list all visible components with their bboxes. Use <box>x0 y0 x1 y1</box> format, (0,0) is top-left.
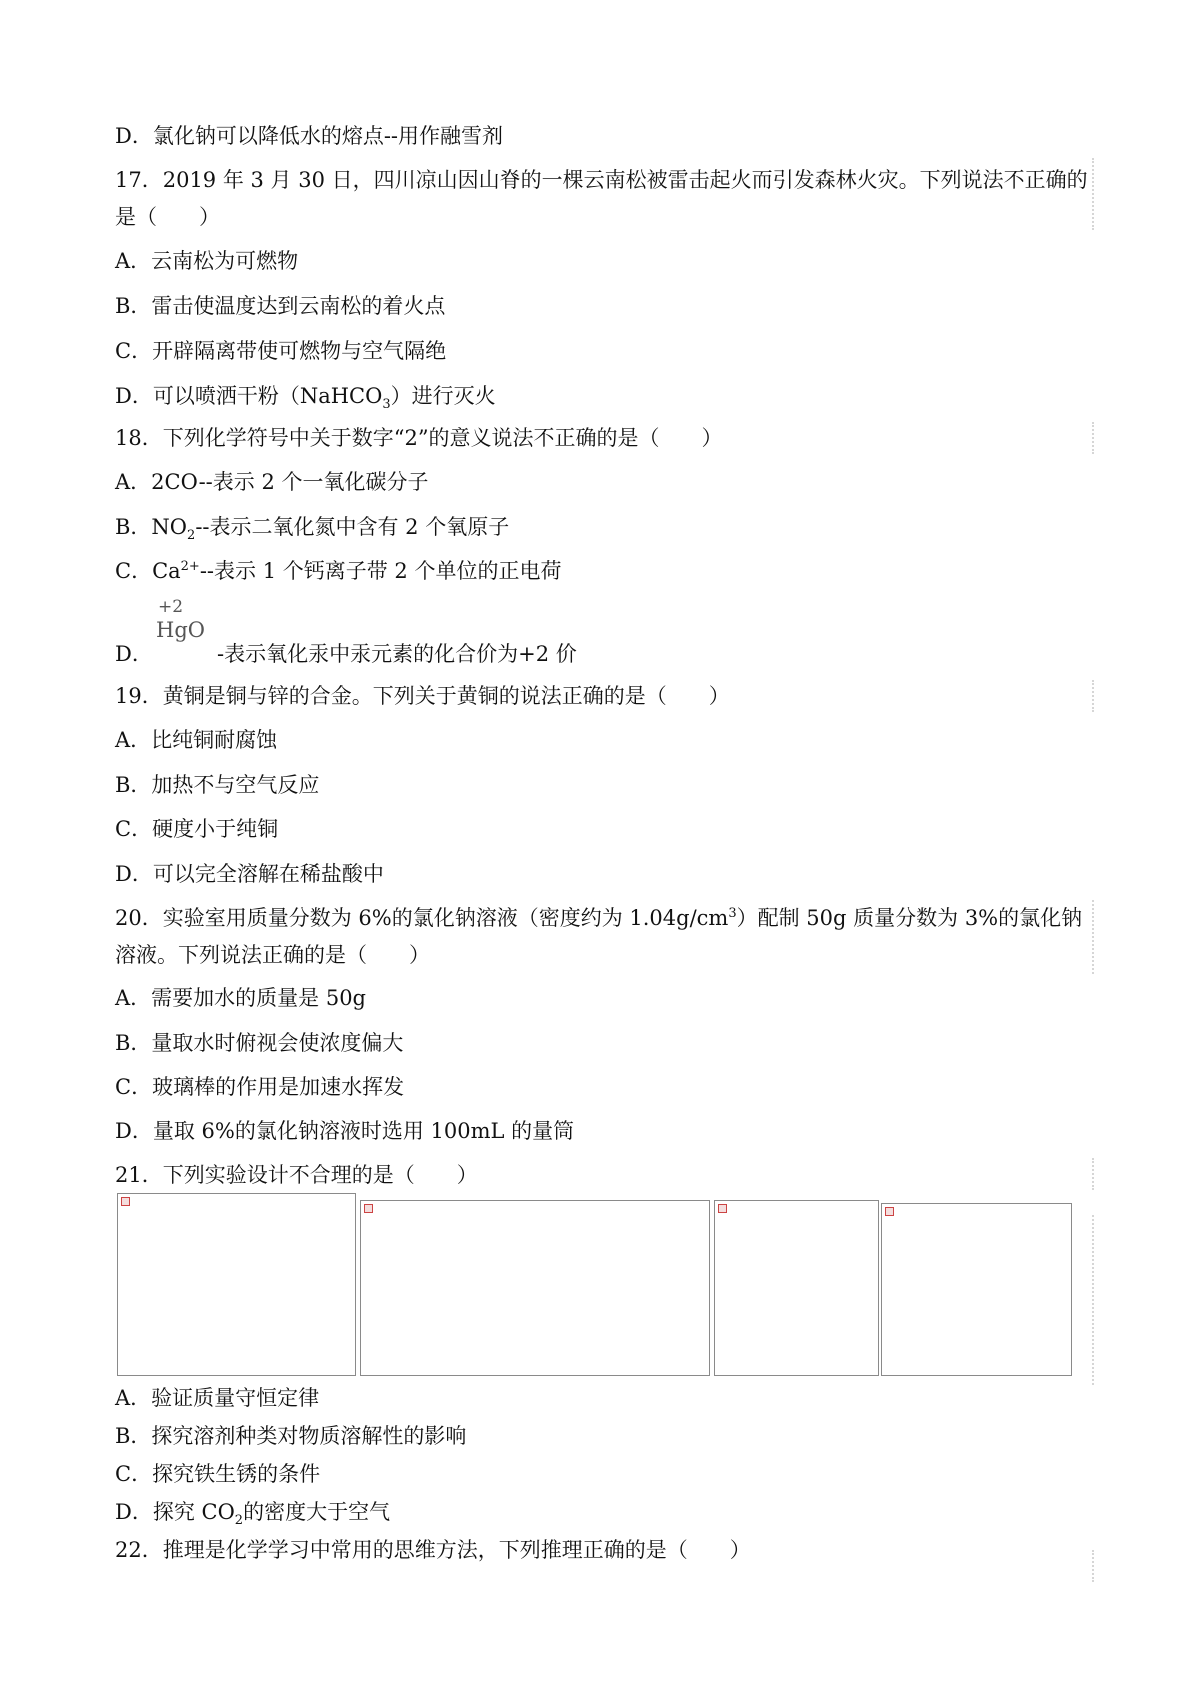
experiment-figure-c <box>714 1200 879 1376</box>
q20-option-a: A．需要加水的质量是 50g <box>115 986 367 1010</box>
q18-option-d-label: D． <box>115 642 153 666</box>
broken-image-icon <box>121 1197 130 1206</box>
q17-option-a: A．云南松为可燃物 <box>115 249 299 273</box>
q18-option-c-text: --表示 1 个钙离子带 2 个单位的正电荷 <box>199 559 562 583</box>
subscript: 2 <box>187 528 196 544</box>
q17-option-d-text: D．可以喷洒干粉（NaHCO <box>115 384 383 408</box>
q19-option-a: A．比纯铜耐腐蚀 <box>115 728 278 752</box>
q21-option-d <box>115 1498 1100 1529</box>
broken-image-icon <box>885 1207 894 1216</box>
q18-option-a: A．2CO--表示 2 个一氧化碳分子 <box>115 470 429 494</box>
q20-stem-text: ）配制 50g 质量分数为 3%的氯化钠 <box>736 906 1083 930</box>
oxidation-state: +2 <box>158 597 184 617</box>
q17-option-d-text: ）进行灭火 <box>390 384 496 408</box>
q19-stem: 19．黄铜是铜与锌的合金。下列关于黄铜的说法正确的是（ ） <box>115 684 730 708</box>
q20-stem-line1 <box>115 904 1100 932</box>
q21-option-d-text: 的密度大于空气 <box>243 1500 391 1524</box>
q18-option-c-text: C．Ca <box>115 559 181 583</box>
q17-stem-line2: 是（ ） <box>115 205 220 229</box>
q21-stem: 21．下列实验设计不合理的是（ ） <box>115 1163 478 1187</box>
q19-option-b: B．加热不与空气反应 <box>115 773 320 797</box>
margin-rule <box>1092 1215 1094 1385</box>
broken-image-icon <box>718 1204 727 1213</box>
experiment-figure-d <box>881 1203 1072 1376</box>
q19-option-c: C．硬度小于纯铜 <box>115 817 279 841</box>
q18-option-b-text: B．NO <box>115 515 188 539</box>
q20-stem-text: 20．实验室用质量分数为 6%的氯化钠溶液（密度约为 1.04g/cm <box>115 906 729 930</box>
subscript: 2 <box>234 1513 244 1529</box>
q17-stem-line1: 17．2019 年 3 月 30 日，四川凉山因山脊的一棵云南松被雷击起火而引发森林火灾。下列说法不正确的 <box>115 168 1088 192</box>
q20-stem-line2: 溶液。下列说法正确的是（ ） <box>115 943 430 967</box>
experiment-figure-b <box>360 1200 710 1376</box>
q17-option-c: C．开辟隔离带使可燃物与空气隔绝 <box>115 339 447 363</box>
q21-option-c: C．探究铁生锈的条件 <box>115 1462 321 1486</box>
q17-option-b: B．雷击使温度达到云南松的着火点 <box>115 294 446 318</box>
q20-option-d: D．量取 6%的氯化钠溶液时选用 100mL 的量筒 <box>115 1119 575 1143</box>
experiment-figure-a <box>117 1193 356 1376</box>
chemical-formula: HgO <box>156 618 205 642</box>
q18-option-d-text: -表示氧化汞中汞元素的化合价为+2 价 <box>217 642 577 666</box>
q16-option-d: D．氯化钠可以降低水的熔点--用作融雪剂 <box>115 124 504 148</box>
broken-image-icon <box>364 1204 373 1213</box>
q21-option-b: B．探究溶剂种类对物质溶解性的影响 <box>115 1424 467 1448</box>
q21-option-d-text: D．探究 CO <box>115 1500 235 1524</box>
q19-option-d: D．可以完全溶解在稀盐酸中 <box>115 862 384 886</box>
q22-stem: 22．推理是化学学习中常用的思维方法，下列推理正确的是（ ） <box>115 1538 751 1562</box>
q18-option-c <box>115 557 1100 585</box>
superscript: 2+ <box>180 559 200 574</box>
q20-option-b: B．量取水时俯视会使浓度偏大 <box>115 1031 404 1055</box>
q18-option-b-text: --表示二氧化氮中含有 2 个氧原子 <box>195 515 510 539</box>
q18-stem: 18．下列化学符号中关于数字“2”的意义说法不正确的是（ ） <box>115 426 723 450</box>
q17-option-d <box>115 382 1100 413</box>
q21-option-a: A．验证质量守恒定律 <box>115 1386 320 1410</box>
subscript: 3 <box>382 397 391 413</box>
q18-option-b <box>115 513 1100 544</box>
q20-option-c: C．玻璃棒的作用是加速水挥发 <box>115 1075 405 1099</box>
superscript: 3 <box>728 906 737 921</box>
